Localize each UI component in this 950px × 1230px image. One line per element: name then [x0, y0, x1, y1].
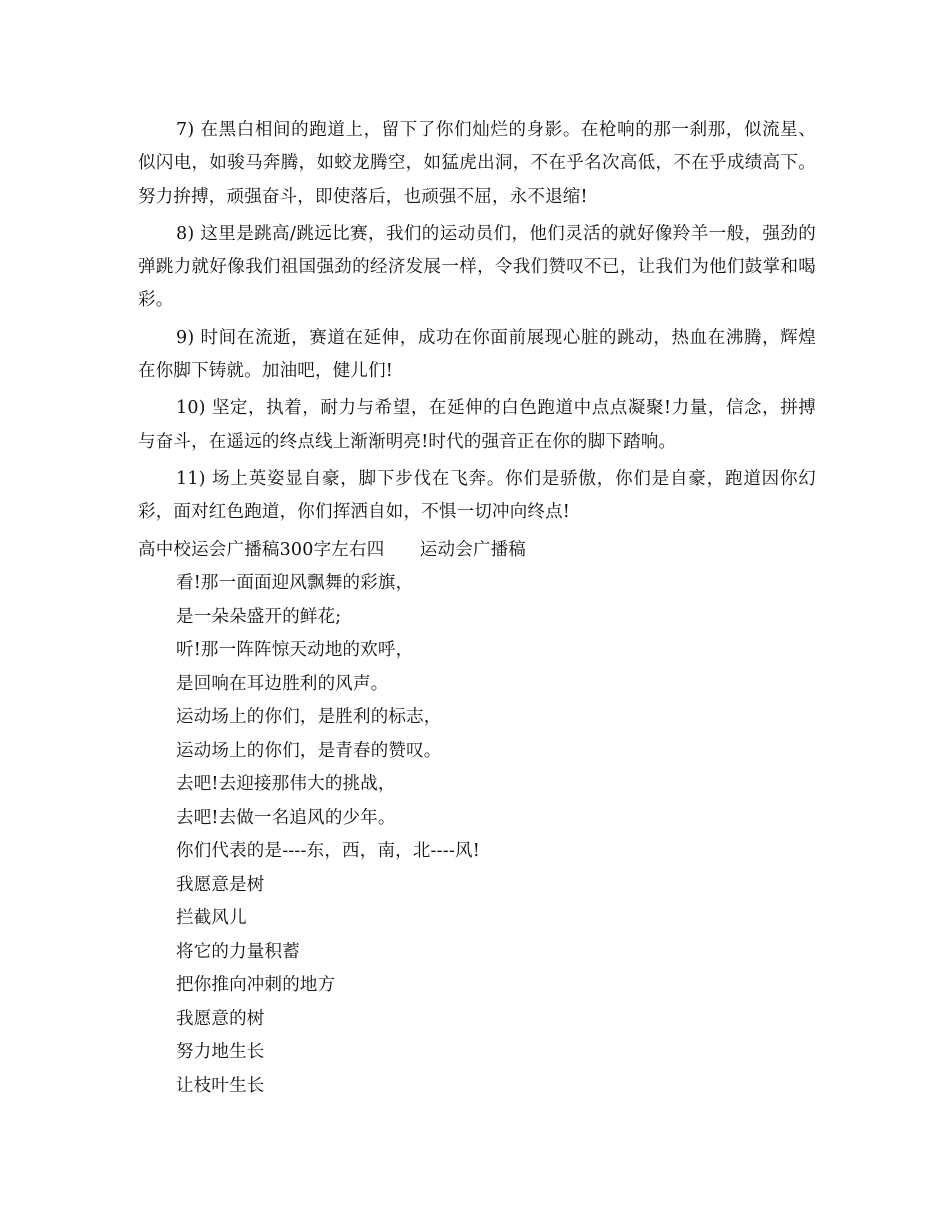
- paragraph-9: 9) 时间在流逝，赛道在延伸，成功在你面前展现心脏的跳动，热血在沸腾，辉煌在你脚下铸就。加油吧，健儿们!: [138, 327, 816, 382]
- poem-line: 去吧!去做一名追风的少年。: [176, 807, 396, 828]
- paragraph-11: 11) 场上英姿显自豪，脚下步伐在飞奔。你们是骄傲，你们是自豪，跑道因你幻彩，面对红色跑道，你们挥洒自如，不惧一切冲向终点!: [138, 468, 816, 523]
- poem-line: 看!那一面面迎风飘舞的彩旗，: [176, 573, 414, 594]
- poem-line: 是回响在耳边胜利的风声。: [176, 673, 389, 694]
- poem-line: 我愿意是树: [176, 874, 265, 895]
- poem-line: 拦截风儿: [176, 908, 247, 929]
- poem-line: 将它的力量积蓄: [176, 941, 300, 962]
- poem-line: 你们代表的是----东，西，南，北----风!: [176, 841, 480, 862]
- poem: [138, 567, 816, 1103]
- poem-line: 去吧!去迎接那伟大的挑战，: [176, 774, 396, 795]
- paragraph-10: 10) 坚定，执着，耐力与希望，在延伸的白色跑道中点点凝聚!力量，信念，拼搏与奋斗，在遥远的终点线上渐渐明亮!时代的强音正在你的脚下踏响。: [138, 398, 816, 452]
- paragraph-7: 7) 在黑白相间的跑道上，留下了你们灿烂的身影。在枪响的那一刹那，似流星、似闪电，如骏马奔腾，如蛟龙腾空，如猛虎出洞，不在乎名次高低，不在乎成绩高下。努力拚搏，顽强奋斗，即使落后，也顽强不屈，永不退缩!: [138, 120, 816, 207]
- poem-line: 把你推向冲刺的地方: [176, 975, 336, 996]
- poem-line: 努力地生长: [176, 1042, 265, 1063]
- document-body: [138, 114, 816, 1103]
- paragraph-8: 8) 这里是跳高/跳远比赛，我们的运动员们，他们灵活的就好像羚羊一般，强劲的弹跳力就好像我们祖国强劲的经济发展一样，令我们赞叹不已，让我们为他们鼓掌和喝彩。: [138, 223, 816, 311]
- section-heading: 高中校运会广播稿300字左右四 运动会广播稿: [138, 539, 527, 560]
- poem-line: 听!那一阵阵惊天动地的欢呼，: [176, 640, 414, 661]
- poem-line: 运动场上的你们，是胜利的标志，: [176, 707, 442, 728]
- poem-line: 运动场上的你们，是青春的赞叹。: [176, 740, 442, 761]
- poem-line: 是一朵朵盛开的鲜花;: [176, 606, 342, 627]
- poem-line: 让枝叶生长: [176, 1075, 265, 1096]
- poem-line: 我愿意的树: [176, 1008, 265, 1029]
